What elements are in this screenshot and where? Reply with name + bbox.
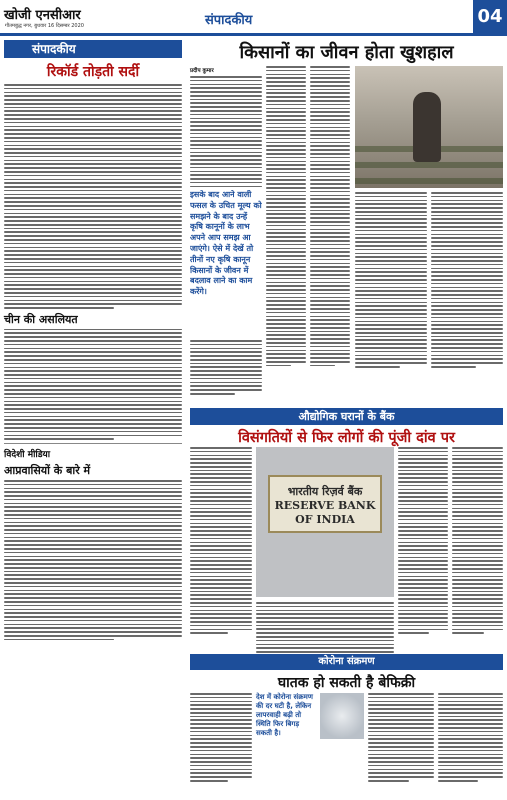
article-2-body <box>4 329 182 440</box>
page-number: 04 <box>473 0 507 33</box>
article-3-kicker: विदेशी मीडिया <box>4 449 51 460</box>
rbi-plaque: भारतीय रिज़र्व बैंक RESERVE BANK OF INDIA <box>268 475 382 533</box>
article-1-body <box>4 84 182 309</box>
banks-col-1 <box>190 447 252 634</box>
rbi-photo <box>256 447 394 597</box>
newspaper-logo: खोजी एनसीआर <box>4 8 81 23</box>
left-section-header: संपादकीय <box>4 40 182 58</box>
main-article-col-3 <box>310 66 350 366</box>
corona-headline: घातक हो सकती है बेफिक्री <box>277 675 416 691</box>
main-article-col-5 <box>431 192 503 368</box>
banks-col-3 <box>452 447 503 634</box>
divider <box>4 443 182 444</box>
section-band-corona: कोरोना संक्रमण <box>190 654 503 670</box>
corona-col-3 <box>438 693 503 782</box>
main-article-lead <box>190 76 262 187</box>
banks-col-2 <box>398 447 448 634</box>
date-line: गौतमबुद्ध नगर, बुधवार 16 दिसम्बर 2020 <box>5 23 84 29</box>
masthead <box>0 0 507 36</box>
article-3-body <box>4 480 182 640</box>
section-band-banks: औद्योगिक घरानों के बैंक <box>190 408 503 425</box>
byline: प्रदीप कुमार <box>190 68 214 74</box>
article-3-title: आप्रवासियों के बारे में <box>4 463 91 477</box>
main-article-lower <box>190 340 262 395</box>
left-column <box>4 40 182 796</box>
corona-pullquote: देश में कोरोना संक्रमण की दर घटी है, लेकिन लापरवाही बढ़ी तो स्थिति फिर बिगड़ सकती है। <box>256 693 313 738</box>
article-1-title: रिकॉर्ड तोड़ती सर्दी <box>46 64 140 80</box>
banks-headline: विसंगतियों से फिर लोगों की पूंजी दांव पर <box>238 430 455 446</box>
article-2-title: चीन की असलियत <box>4 312 78 326</box>
covid-photo <box>320 693 364 739</box>
farmer-photo <box>355 66 503 188</box>
corona-col-1 <box>190 693 252 782</box>
main-pullquote: इसके बाद आने वाली फसल के उचित मूल्य को समझने के बाद उन्हें कृषि कानूनों के लाभ अपने आप समझ आ जाएंगे। ऐसे में देखें तो तीनों नए कृषि कानून किसानों के जीवन में बदलाव लाने का काम करेंगे। <box>190 190 262 297</box>
main-article-col-2 <box>266 66 306 366</box>
main-headline: किसानों का जीवन होता खुशहाल <box>239 42 454 63</box>
corona-col-2 <box>368 693 434 782</box>
section-title: संपादकीय <box>205 13 253 28</box>
main-article-col-4 <box>355 192 427 368</box>
farmer-figure <box>413 92 441 162</box>
